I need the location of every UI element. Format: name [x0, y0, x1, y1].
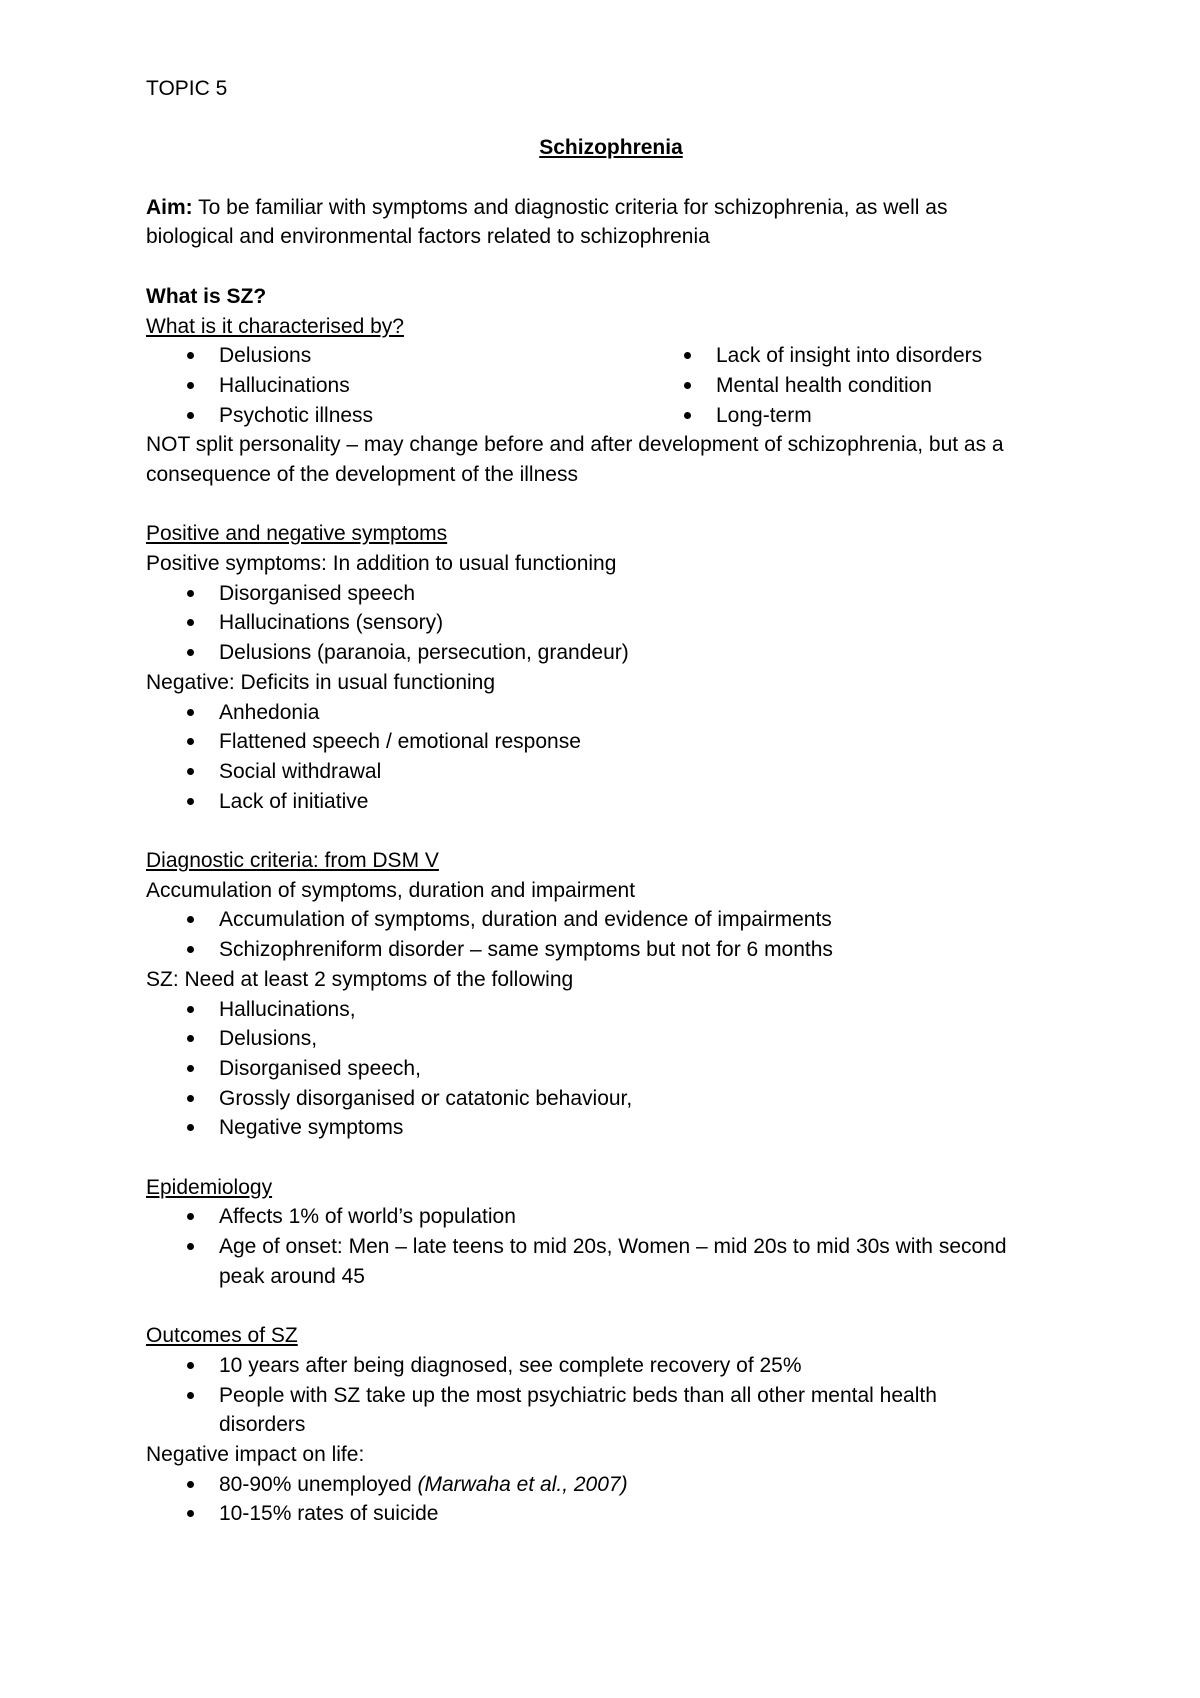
bullet-icon [187, 768, 194, 775]
characteristics-left-list [146, 341, 643, 430]
bullet-icon [187, 412, 194, 419]
positive-symptoms-list [146, 579, 1076, 668]
bullet-icon [187, 798, 194, 805]
aim-text-line2: biological and environmental factors related to schizophrenia [146, 225, 710, 249]
list-item: 80-90% unemployed (Marwaha et al., 2007) [146, 1470, 1076, 1500]
what-is-heading: What is SZ? [146, 284, 267, 308]
bullet-icon [187, 1481, 194, 1488]
list-item: Lack of initiative [146, 787, 1076, 817]
bullet-icon [187, 590, 194, 597]
bullet-icon [187, 916, 194, 923]
bullet-icon [187, 649, 194, 656]
document-body [146, 74, 1076, 1529]
list-item: Social withdrawal [146, 757, 1076, 787]
bullet-icon [187, 1124, 194, 1131]
list-item: Accumulation of symptoms, duration and evidence of impairments [146, 905, 1076, 935]
bullet-icon [187, 1006, 194, 1013]
page-title: Schizophrenia [539, 136, 683, 160]
bullet-icon [187, 738, 194, 745]
list-item: Age of onset: Men – late teens to mid 20s, Women – mid 20s to mid 30s with second peak around 45 [146, 1232, 1076, 1291]
bullet-icon [187, 352, 194, 359]
split-personality-note-line2: consequence of the development of the illness [146, 462, 578, 486]
list-item: Grossly disorganised or catatonic behaviour, [146, 1084, 1076, 1114]
bullet-icon [187, 1065, 194, 1072]
characteristics-right-list [643, 341, 1076, 430]
bullet-icon [187, 619, 194, 626]
diagnostic-list [146, 905, 1076, 964]
characteristics-columns [146, 341, 1076, 430]
topic-header: TOPIC 5 [146, 77, 228, 100]
citation: (Marwaha et al., 2007) [417, 1472, 628, 1496]
bullet-icon [684, 352, 691, 359]
bullet-icon [187, 709, 194, 716]
list-item: Disorganised speech [146, 579, 1076, 609]
list-item: Delusions, [146, 1024, 1076, 1054]
bullet-icon [187, 1243, 194, 1250]
aim-text-line1: To be familiar with symptoms and diagnostic criteria for schizophrenia, as well as [192, 195, 948, 219]
list-item: Long-term [643, 401, 1076, 431]
list-item: Psychotic illness [146, 401, 643, 431]
diagnostic-heading: Diagnostic criteria: from DSM V [146, 849, 439, 873]
negative-impact-label: Negative impact on life: [146, 1442, 365, 1466]
bullet-icon [187, 1095, 194, 1102]
outcomes-list [146, 1351, 1076, 1440]
symptoms-heading: Positive and negative symptoms [146, 522, 448, 546]
list-item: Affects 1% of world’s population [146, 1202, 1076, 1232]
bullet-icon [187, 1035, 194, 1042]
bullet-icon [187, 1392, 194, 1399]
bullet-icon [187, 1510, 194, 1517]
bullet-icon [684, 382, 691, 389]
list-item: Disorganised speech, [146, 1054, 1076, 1084]
sz-criteria-list [146, 995, 1076, 1144]
list-item: Delusions (paranoia, persecution, grandeur) [146, 638, 1076, 668]
list-item: Negative symptoms [146, 1113, 1076, 1143]
list-item: 10 years after being diagnosed, see complete recovery of 25% [146, 1351, 1076, 1381]
list-item: Lack of insight into disorders [643, 341, 1076, 371]
list-item: Hallucinations (sensory) [146, 608, 1076, 638]
bullet-icon [187, 1362, 194, 1369]
epidemiology-list [146, 1202, 1076, 1291]
list-item: People with SZ take up the most psychiatric beds than all other mental health disorders [146, 1381, 1076, 1440]
negative-symptoms-label: Negative: Deficits in usual functioning [146, 670, 496, 694]
diagnostic-intro: Accumulation of symptoms, duration and impairment [146, 878, 636, 902]
list-item: Hallucinations [146, 371, 643, 401]
bullet-icon [187, 946, 194, 953]
aim-paragraph [146, 193, 1076, 252]
list-item: Hallucinations, [146, 995, 1076, 1025]
list-item: Schizophreniform disorder – same symptoms but not for 6 months [146, 935, 1076, 965]
list-item: Flattened speech / emotional response [146, 727, 1076, 757]
negative-symptoms-list [146, 698, 1076, 817]
aim-label: Aim: [146, 195, 193, 219]
characterised-subheading: What is it characterised by? [146, 314, 404, 338]
split-personality-note-line1: NOT split personality – may change before and after development of schizophrenia, but as a [146, 433, 1004, 457]
bullet-icon [684, 412, 691, 419]
negative-impact-list [146, 1470, 1076, 1529]
list-item: Mental health condition [643, 371, 1076, 401]
bullet-icon [187, 1213, 194, 1220]
sz-criteria-label: SZ: Need at least 2 symptoms of the following [146, 967, 574, 991]
list-item: 10-15% rates of suicide [146, 1499, 1076, 1529]
positive-symptoms-label: Positive symptoms: In addition to usual functioning [146, 552, 617, 576]
list-item: Delusions [146, 341, 643, 371]
outcomes-heading: Outcomes of SZ [146, 1324, 298, 1348]
epidemiology-heading: Epidemiology [146, 1175, 273, 1199]
list-item: Anhedonia [146, 698, 1076, 728]
bullet-icon [187, 382, 194, 389]
